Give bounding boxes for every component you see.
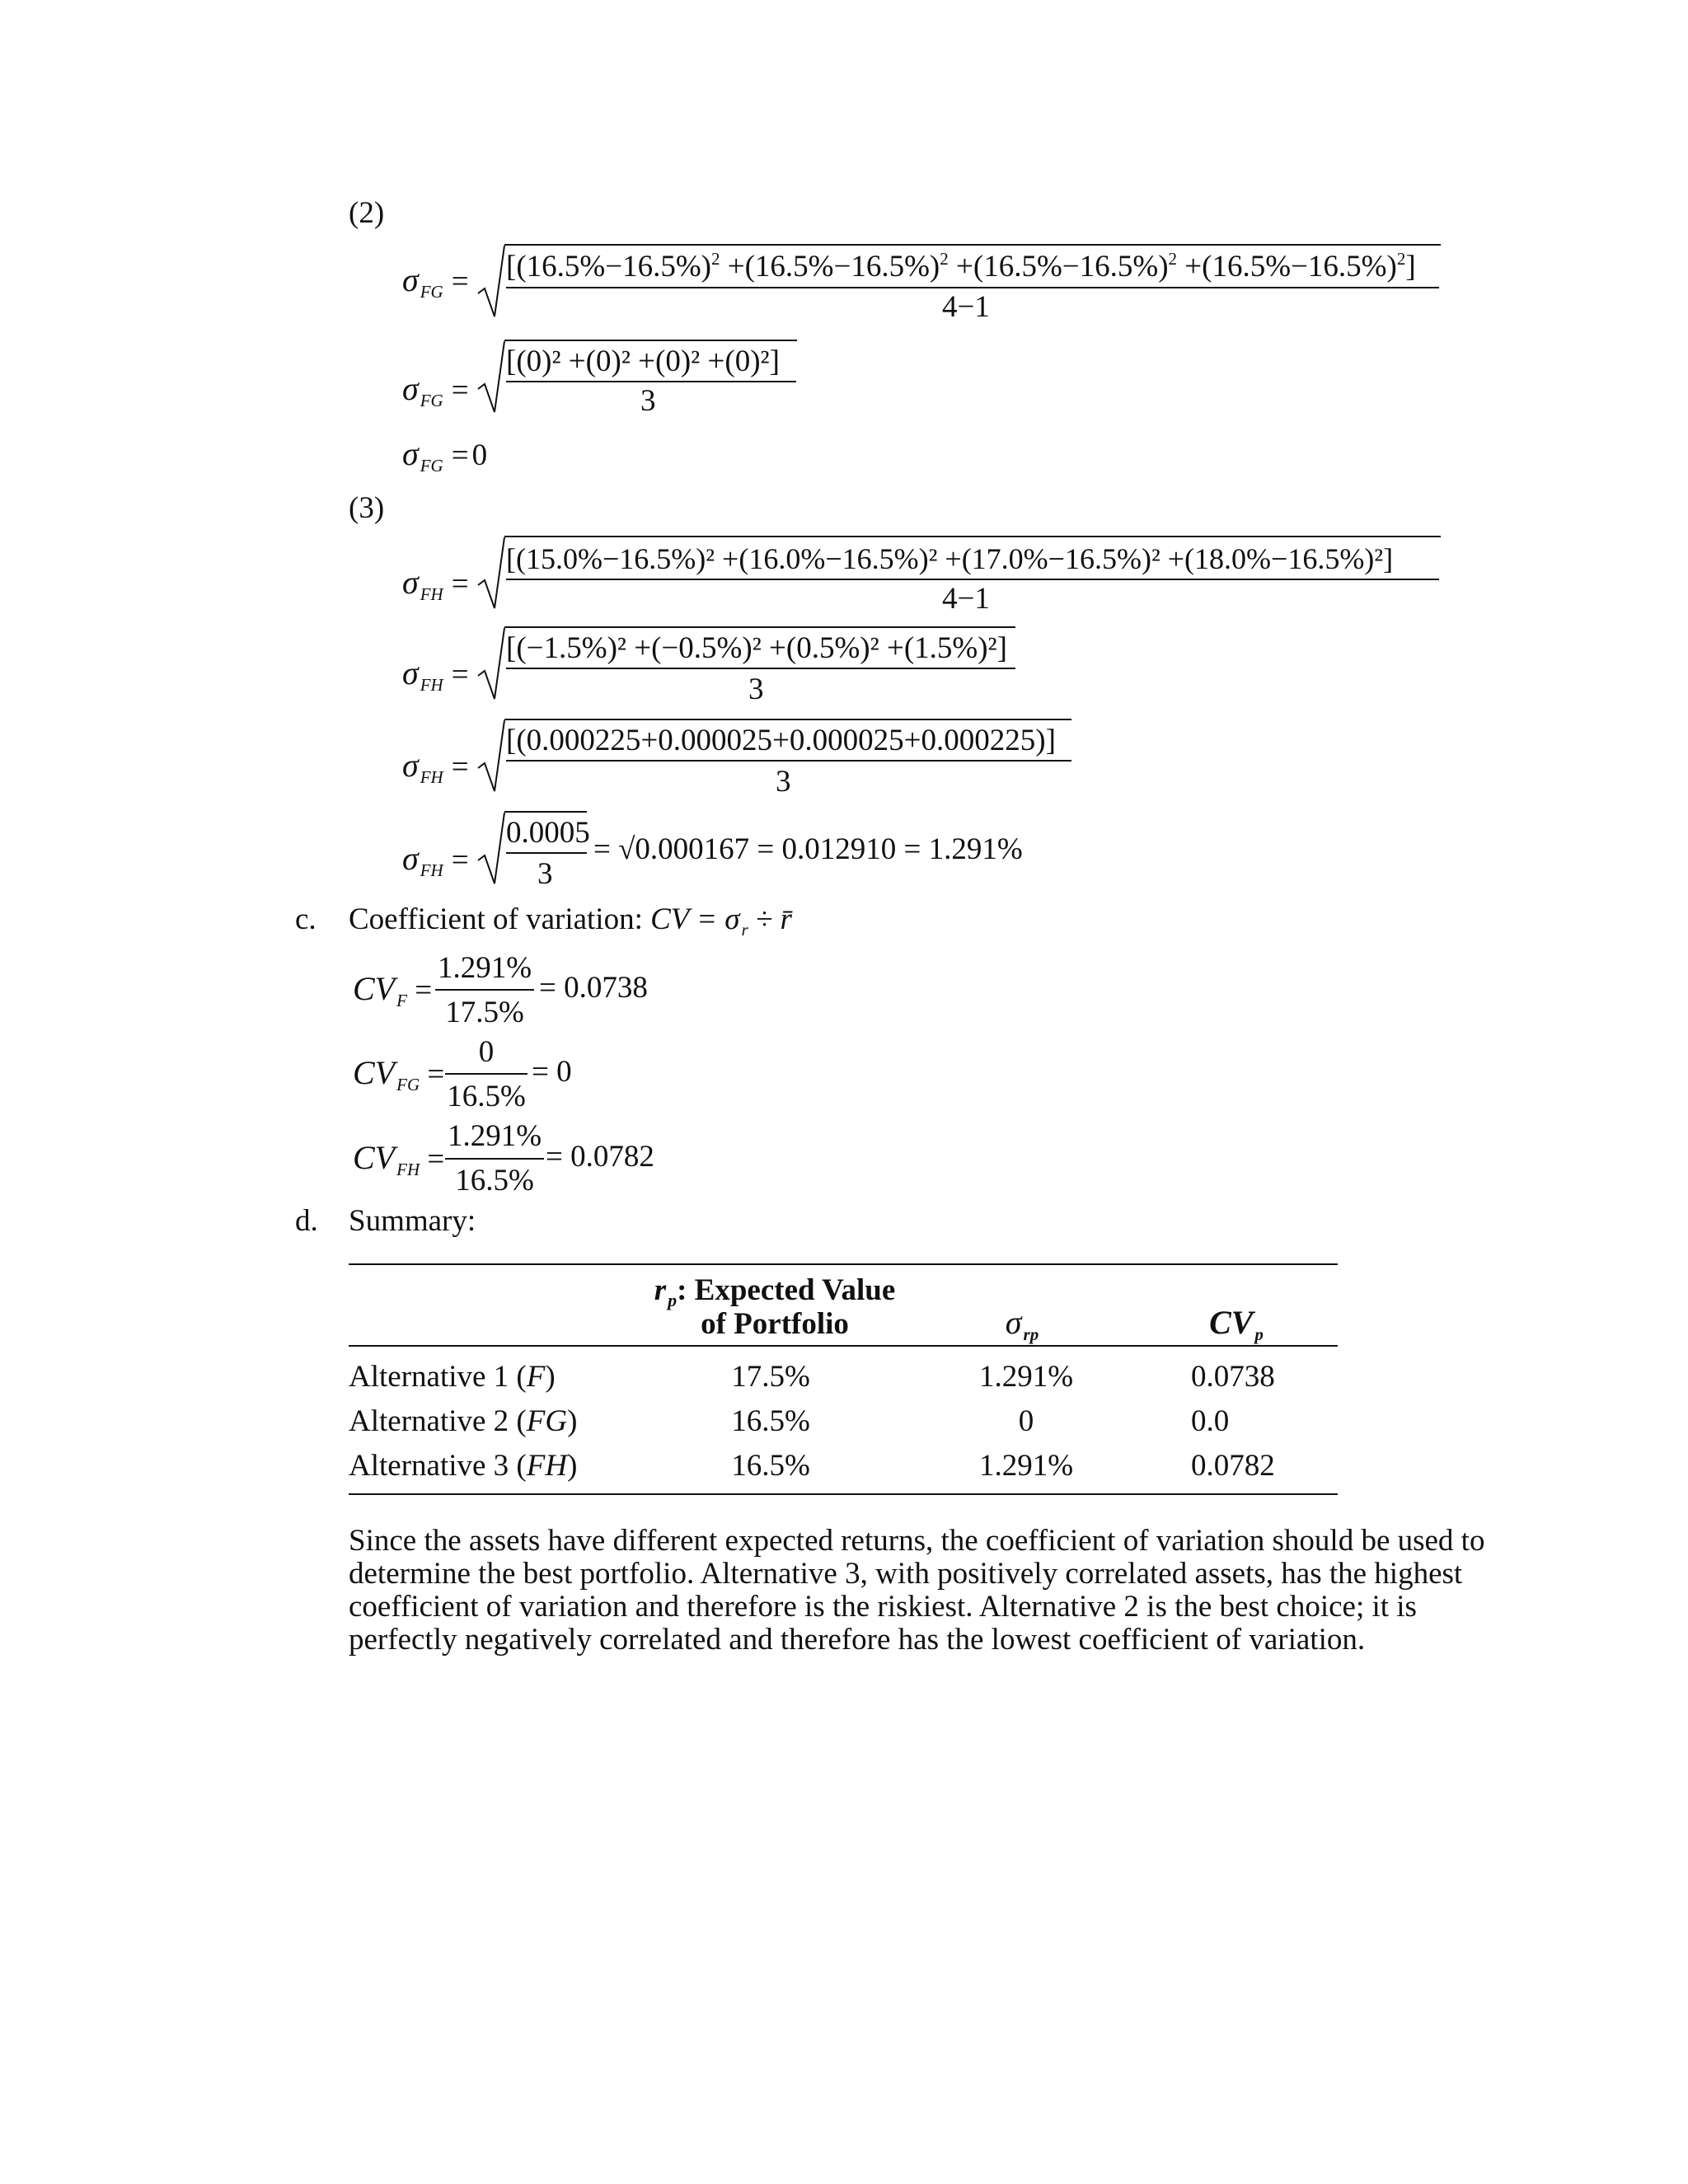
denominator: 3 [776,765,791,799]
denominator: 3 [640,384,656,418]
radical-sign [476,536,506,612]
cv-f-denominator: 17.5% [445,996,524,1029]
radical-bar [504,536,1441,537]
radical-sign [476,340,506,415]
denominator: 4−1 [942,290,990,324]
table-header-rp: $r_p$: Expected Value [654,1273,896,1310]
table-row-2-alt: Alternative 2 (FG) [349,1404,578,1438]
fraction-line [506,287,1439,288]
sigma-fh-lhs-2: σFH = [402,654,469,695]
radical-sign [476,626,506,702]
table-row-3-cv: 0.0782 [1191,1449,1275,1483]
part-d-label: d. [295,1204,318,1238]
table-row-1-rp: 17.5% [731,1360,810,1394]
table-row-3-rp: 16.5% [731,1449,810,1483]
cv-f-lhs: $CV_F$ = [353,970,433,1010]
cv-f-numerator: 1.291% [437,951,532,985]
table-header-cv: $CV_p$ [1209,1304,1264,1344]
cv-f-result: = 0.0738 [539,971,648,1005]
fraction-line [445,1158,544,1160]
fraction-line [506,760,1071,762]
cv-fg-result: = 0 [532,1055,572,1089]
sigma-fh-lhs-3: σFH = [402,747,469,787]
table-header-sigma: $\sigma_{rp}$ [1005,1304,1039,1344]
part-c-label: c. [295,902,316,936]
radical-sign [476,811,506,887]
table-bottom-rule [349,1493,1338,1495]
radical-bar [504,811,587,813]
radical-bar [504,340,797,341]
radical-bar [504,626,1015,628]
sigma-fh-result: = √0.000167 = 0.012910 = 1.291% [593,832,1023,866]
sigma-fh-lhs-4: σFH = [402,840,469,880]
cv-fg-lhs: $CV_{FG}$ = [353,1054,445,1094]
table-row-1-alt: Alternative 1 (F) [349,1360,556,1394]
table-header-rp-line2: of Portfolio [701,1307,849,1341]
table-row-2-rp: 16.5% [731,1404,810,1438]
numerator: [(0)² +(0)² +(0)² +(0)²] [506,344,780,378]
cv-fh-result: = 0.0782 [546,1140,654,1174]
cv-fh-numerator: 1.291% [447,1119,542,1153]
fraction-line [435,989,534,991]
summary-heading: Summary: [349,1204,476,1238]
conclusion-paragraph: Since the assets have different expected returns, the coefficient of variation should be used to determine the best portfolio. Alternative 3, with positively correlated assets, has the highest coefficient of variation and therefore is the riskiest. Alternative 2 is the best choice; it is perfectly negatively correlated and therefore has the lowest coefficient of variation. [349,1524,1485,1657]
table-top-rule [349,1263,1338,1265]
cv-fg-numerator: 0 [478,1035,495,1069]
sigma-fg-lhs-2: σFG = [402,370,469,410]
sigma-fg-result: σFG = 0 [402,435,488,476]
table-row-2-sigma: 0 [1018,1404,1034,1438]
numerator: [(0.000225+0.000025+0.000025+0.000225)] [506,724,1056,757]
table-row-3-sigma: 1.291% [978,1449,1074,1483]
numerator: [(15.0%−16.5%)² +(16.0%−16.5%)² +(17.0%−16.5%)² +(18.0%−16.5%)²] [506,542,1394,575]
denominator: 3 [537,857,553,891]
radical-bar [504,719,1071,720]
table-row-1-cv: 0.0738 [1191,1360,1275,1394]
radical-sign [476,719,506,794]
cv-fh-denominator: 16.5% [455,1164,534,1197]
numerator: 0.0005 [506,816,590,850]
table-row-2-cv: 0.0 [1191,1404,1230,1438]
radical-sign [476,244,506,320]
fraction-line [506,668,1015,669]
denominator: 3 [748,673,764,706]
part-3-label: (3) [349,491,385,525]
table-row-3-alt: Alternative 3 (FH) [349,1449,578,1483]
fraction-line [445,1073,528,1075]
table-row-1-sigma: 1.291% [978,1360,1074,1394]
cv-fh-lhs: $CV_{FH}$ = [353,1139,445,1179]
fraction-line [506,579,1439,580]
cv-heading: Coefficient of variation: CV = $\sigma_r$ ÷ r̄ [349,902,792,940]
numerator: [(−1.5%)² +(−0.5%)² +(0.5%)² +(1.5%)²] [506,631,1007,665]
part-2-label: (2) [349,196,385,230]
fraction-line [506,852,587,854]
radical-bar [504,244,1441,246]
numerator: $[(16.5\%-16.5\%)^2 +(16.5\%-16.5\%)^2 +(16.5\%-16.5\%)^2 +(16.5\%-16.5\%)^2]$ [506,249,1416,284]
table-header-rule [349,1345,1338,1347]
sigma-fg-lhs-1: σFG = [402,261,469,302]
sigma-fh-lhs-1: σFH = [402,564,469,604]
cv-fg-denominator: 16.5% [447,1080,526,1113]
fraction-line [506,381,796,382]
denominator: 4−1 [942,582,990,616]
